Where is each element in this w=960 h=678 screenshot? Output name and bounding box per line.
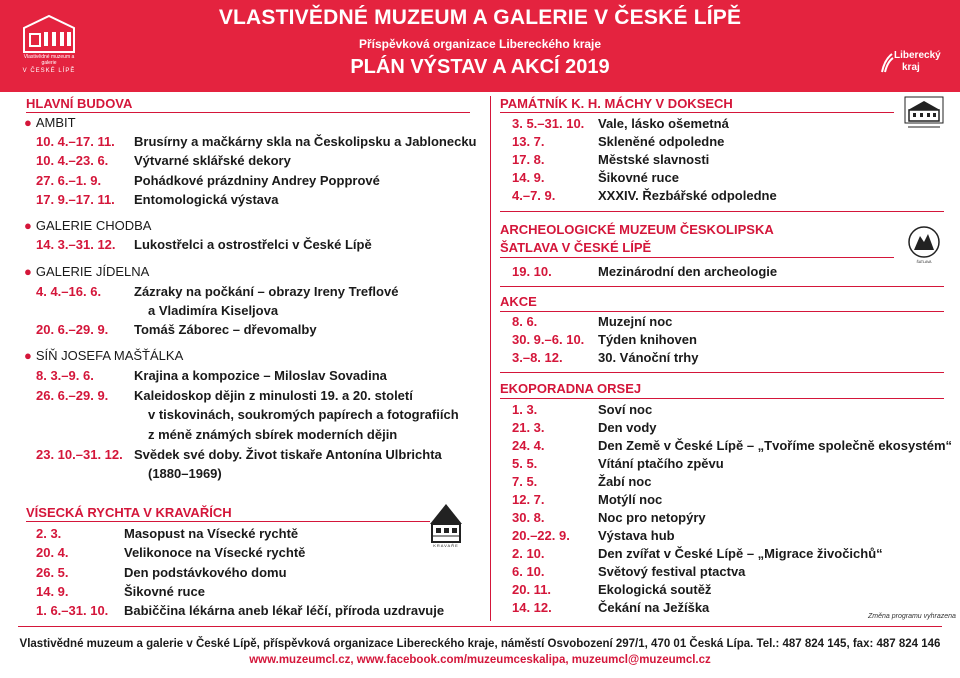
footer-address: Vlastivědné muzeum a galerie v České Lípě, příspěvková organizace Libereckého kraje, náměstí Osvobození 297/1, 470 01 Česká Lípa. Tel.: 487 824 145, fax: 487 824 146 <box>19 638 941 650</box>
event-title: Kaleidoskop dějin z minulosti 19. a 20. století <box>134 388 413 403</box>
event-date: 30. 8. <box>512 510 545 525</box>
region-logo <box>880 46 940 76</box>
event-date: 7. 5. <box>512 474 538 489</box>
event-title: Skleněné odpoledne <box>598 134 725 149</box>
logo-city-text: V ČESKÉ LÍPĚ <box>22 68 76 74</box>
event-title: Velikonoce na Vísecké rychtě <box>124 545 306 560</box>
event-title: Soví noc <box>598 402 653 417</box>
event-date: 10. 4.–23. 6. <box>36 153 109 168</box>
event-date: 13. 7. <box>512 134 545 149</box>
section-subtitle-archeo: ŠATLAVA V ČESKÉ LÍPĚ <box>500 240 652 255</box>
section-title-eko: EKOPORADNA ORSEJ <box>500 381 642 396</box>
event-date: 8. 3.–9. 6. <box>36 368 94 383</box>
event-title: Masopust na Vísecké rychtě <box>124 526 299 541</box>
event-date: 20. 4. <box>36 545 69 560</box>
event-date: 3.–8. 12. <box>512 350 563 365</box>
region-logo-line1: Liberecký <box>894 50 941 61</box>
event-date: 2. 3. <box>36 526 62 541</box>
page-title: VLASTIVĚDNÉ MUZEUM A GALERIE V ČESKÉ LÍPĚ <box>218 6 742 29</box>
event-title-continuation: (1880–1969) <box>148 466 222 481</box>
event-date: 14. 12. <box>512 600 552 615</box>
event-date: 26. 6.–29. 9. <box>36 388 109 403</box>
section-title-akce: AKCE <box>500 294 537 309</box>
subsection-sin <box>24 348 183 363</box>
event-title: Den zvířat v České Lípě – „Migrace živočichů“ <box>598 546 883 561</box>
event-date: 17. 9.–17. 11. <box>36 192 115 207</box>
event-date: 14. 9. <box>36 584 69 599</box>
event-title: Ekologická soutěž <box>598 582 712 597</box>
event-title: Výstava hub <box>598 528 675 543</box>
event-title: Žabí noc <box>598 474 652 489</box>
rychta-icon-caption: KRAVAŘE <box>433 543 459 548</box>
event-title: Lukostřelci a ostrostřelci v České Lípě <box>134 237 372 252</box>
section-title-hlavni: HLAVNÍ BUDOVA <box>26 96 133 111</box>
bullet-icon: ● <box>24 264 32 279</box>
event-date: 1. 6.–31. 10. <box>36 603 109 618</box>
column-divider <box>490 96 491 621</box>
logo-small-text: Vlastivědné muzeum a galerie <box>23 54 75 66</box>
footer-links[interactable]: www.muzeumcl.cz, www.facebook.com/muzeumceskalipa, muzeumcl@muzeumcl.cz <box>249 654 711 666</box>
subsection-ambit <box>24 115 76 130</box>
divider <box>500 257 894 258</box>
footer-divider <box>18 626 942 627</box>
event-title: Entomologická výstava <box>134 192 279 207</box>
event-date: 20.–22. 9. <box>512 528 570 543</box>
divider <box>500 211 944 212</box>
event-title-continuation: v tiskovinách, soukromých papírech a fotografiích <box>148 407 459 422</box>
event-title: Šikovné ruce <box>124 584 205 599</box>
subsection-label: AMBIT <box>35 115 76 130</box>
event-date: 20. 11. <box>512 582 552 597</box>
event-title: Městské slavnosti <box>598 152 710 167</box>
plan-title: PLÁN VÝSTAV A AKCÍ 2019 <box>350 56 610 78</box>
bullet-icon: ● <box>24 218 32 233</box>
event-date: 3. 5.–31. 10. <box>512 116 585 131</box>
program-change-note: Změna programu vyhrazena <box>868 613 956 620</box>
event-date: 10. 4.–17. 11. <box>36 134 115 149</box>
event-title: Brusírny a mačkárny skla na Českolipsku a Jablonecku <box>134 134 477 149</box>
event-title: Noc pro netopýry <box>598 510 706 525</box>
event-date: 6. 10. <box>512 564 545 579</box>
event-title: Den vody <box>598 420 657 435</box>
event-title: Týden knihoven <box>598 332 697 347</box>
archeo-icon-caption: ŠATLAVA <box>916 260 932 264</box>
event-title: Vítání ptačího zpěvu <box>598 456 724 471</box>
divider <box>26 521 430 522</box>
event-title: Krajina a kompozice – Miloslav Sovadina <box>134 368 387 383</box>
event-date: 5. 5. <box>512 456 538 471</box>
event-title: Čekání na Ježíška <box>598 600 710 615</box>
event-date: 21. 3. <box>512 420 545 435</box>
subsection-label: GALERIE JÍDELNA <box>35 264 150 279</box>
section-title-archeo: ARCHEOLOGICKÉ MUZEUM ČESKOLIPSKA <box>500 222 774 237</box>
archeo-museum-icon <box>906 224 942 268</box>
event-title: Mezinárodní den archeologie <box>598 264 778 279</box>
event-date: 14. 9. <box>512 170 545 185</box>
event-date: 23. 10.–31. 12. <box>36 447 123 462</box>
section-title-macha: PAMÁTNÍK K. H. MÁCHY V DOKSECH <box>500 96 733 111</box>
event-title-continuation: a Vladimíra Kiseljova <box>148 303 279 318</box>
event-title: 30. Vánoční trhy <box>598 350 699 365</box>
event-title: Motýlí noc <box>598 492 663 507</box>
event-date: 17. 8. <box>512 152 545 167</box>
divider <box>26 112 470 113</box>
subsection-label: GALERIE CHODBA <box>35 218 152 233</box>
event-title: Babiččina lékárna aneb lékař léčí, příroda uzdravuje <box>124 603 445 618</box>
divider <box>500 372 944 373</box>
event-date: 30. 9.–6. 10. <box>512 332 585 347</box>
event-title: Den Země v České Lípě – „Tvoříme společně ekosystém“ <box>598 438 953 453</box>
event-date: 1. 3. <box>512 402 538 417</box>
event-title: Světový festival ptactva <box>598 564 746 579</box>
bullet-icon: ● <box>24 115 32 130</box>
event-title: Vale, lásko ošemetná <box>598 116 729 131</box>
bullet-icon: ● <box>24 348 32 363</box>
event-title: XXXIV. Řezbářské odpoledne <box>598 188 777 203</box>
header-banner <box>0 0 960 92</box>
divider <box>500 286 944 287</box>
section-title-rychta: VÍSECKÁ RYCHTA V KRAVAŘÍCH <box>26 505 232 520</box>
region-logo-line2: kraj <box>902 62 920 73</box>
event-date: 24. 4. <box>512 438 545 453</box>
event-date: 14. 3.–31. 12. <box>36 237 116 252</box>
subsection-jidelna <box>24 264 149 279</box>
event-date: 27. 6.–1. 9. <box>36 173 102 188</box>
divider <box>500 112 894 113</box>
event-title: Výtvarné sklářské dekory <box>134 153 291 168</box>
event-date: 2. 10. <box>512 546 545 561</box>
event-date: 20. 6.–29. 9. <box>36 322 109 337</box>
region-swoosh-icon <box>880 52 894 74</box>
divider <box>500 398 944 399</box>
event-title: Šikovné ruce <box>598 170 679 185</box>
event-title: Muzejní noc <box>598 314 673 329</box>
event-title-continuation: z méně známých sbírek moderních dějin <box>148 427 398 442</box>
event-date: 26. 5. <box>36 565 69 580</box>
event-date: 12. 7. <box>512 492 545 507</box>
event-title: Zázraky na počkání – obrazy Ireny Treflové <box>134 284 399 299</box>
event-title: Pohádkové prázdniny Andrey Popprové <box>134 173 380 188</box>
event-date: 4.–7. 9. <box>512 188 556 203</box>
subsection-label: SÍŇ JOSEFA MAŠŤÁLKA <box>35 348 184 363</box>
event-title: Tomáš Záborec – dřevomalby <box>134 322 317 337</box>
event-date: 4. 4.–16. 6. <box>36 284 102 299</box>
event-title: Den podstávkového domu <box>124 565 287 580</box>
event-date: 8. 6. <box>512 314 538 329</box>
macha-building-icon <box>904 96 944 130</box>
divider <box>500 311 944 312</box>
event-title: Svědek své doby. Život tiskaře Antonína Ulbrichta <box>134 447 442 462</box>
page-subtitle: Příspěvková organizace Libereckého kraje <box>358 37 602 51</box>
subsection-chodba <box>24 218 151 233</box>
rychta-house-icon <box>428 502 464 550</box>
event-date: 19. 10. <box>512 264 552 279</box>
